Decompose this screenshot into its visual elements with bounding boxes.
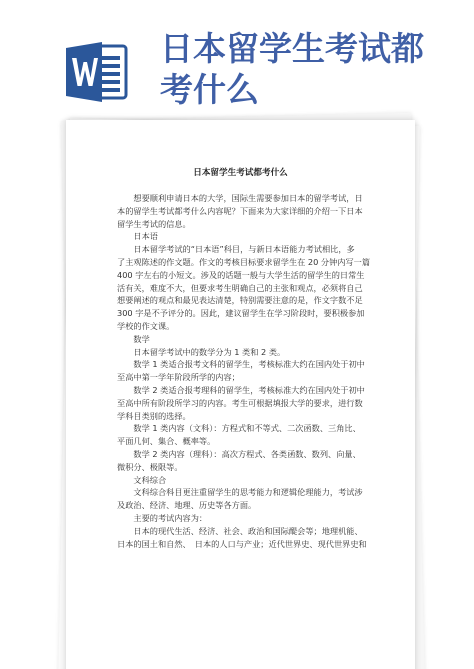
document-line: 留学生考试的信息。 [117,218,191,229]
document-line: 至高中所有阶段所学习的内容。考生可根据填报大学的要求，进行数 [117,397,363,408]
document-line: 至高中第一学年阶段所学的内容； [117,372,240,383]
document-line: 日本的国土和自然、 日本的人口与产业；近代世界史、现代世界史和 [117,538,367,549]
banner-title-line-1: 日本留学生考试都 [160,29,424,68]
document-line: 想要顺利申请日本的大学，国际生需要参加日本的留学考试，日 [117,193,363,203]
document-page [66,120,415,669]
word-icon [62,36,134,108]
document-line: 数学 1 类适合报考文科的留学生，考核标准大约在国内处于初中 [117,359,365,370]
document-line: 数学 2 类适合报考理科的留学生，考核标准大约在国内处于初中 [117,384,365,395]
document-line: 微积分、极限等。 [117,461,183,472]
document-line: 主要的考试内容为： [117,512,208,523]
document-line: 日本的现代生活、经济、社会、政治和国际醍会等；地理机能、 [117,525,363,536]
document-line: 日本留学考试中的数学分为 1 类和 2 类。 [117,346,286,357]
document-line: 日本语 [117,231,158,242]
banner-title-line-2: 考什么 [160,70,259,109]
document-line: 本的留学生考试都考什么内容呢？下面来为大家详细的介绍一下日本 [117,205,363,216]
document-line: 活有关，难度不大，但要求考生明确自己的主张和观点，必须将自己 [117,282,363,293]
document-line: 数学 1 类内容（文科）：方程式和不等式、二次函数、三角比、 [117,423,361,434]
document-line: 了主观陈述的作文题。作文的考核目标要求留学生在 20 分钟内写一篇 [117,256,371,267]
banner-title [160,28,460,110]
document-line: 300 字是不予评分的。因此，建议留学生在学习阶段时，要积极参加 [117,308,365,319]
document-line: 及政治、经济、地理、历史等各方面。 [117,500,257,511]
document-line: 日本留学考试的“日本语”科目，与新日本语能力考试相比，多 [117,244,355,255]
document-line: 400 字左右的小短文。涉及的话题一般与大学生活的留学生的日常生 [117,269,365,280]
document-line: 平面几何、集合、概率等。 [117,436,216,447]
document-line: 文科综合 [117,474,167,485]
document-line: 学校的作文课。 [117,320,175,331]
document-line: 文科综合科目更注重留学生的思考能力和逻辑伦理能力，考试涉 [117,487,363,498]
document-line: 数学 2 类内容（理科）：高次方程式、各类函数、数列、向量、 [117,448,361,459]
document-body [117,192,379,550]
document-line: 想要阐述的观点和最见表达清楚，特别需要注意的是，作文字数不足 [117,295,363,306]
document-line: 数学 [117,333,150,344]
document-title: 日本留学生考试都考什么 [193,168,288,178]
document-line: 学科目类别的选择。 [117,410,191,421]
